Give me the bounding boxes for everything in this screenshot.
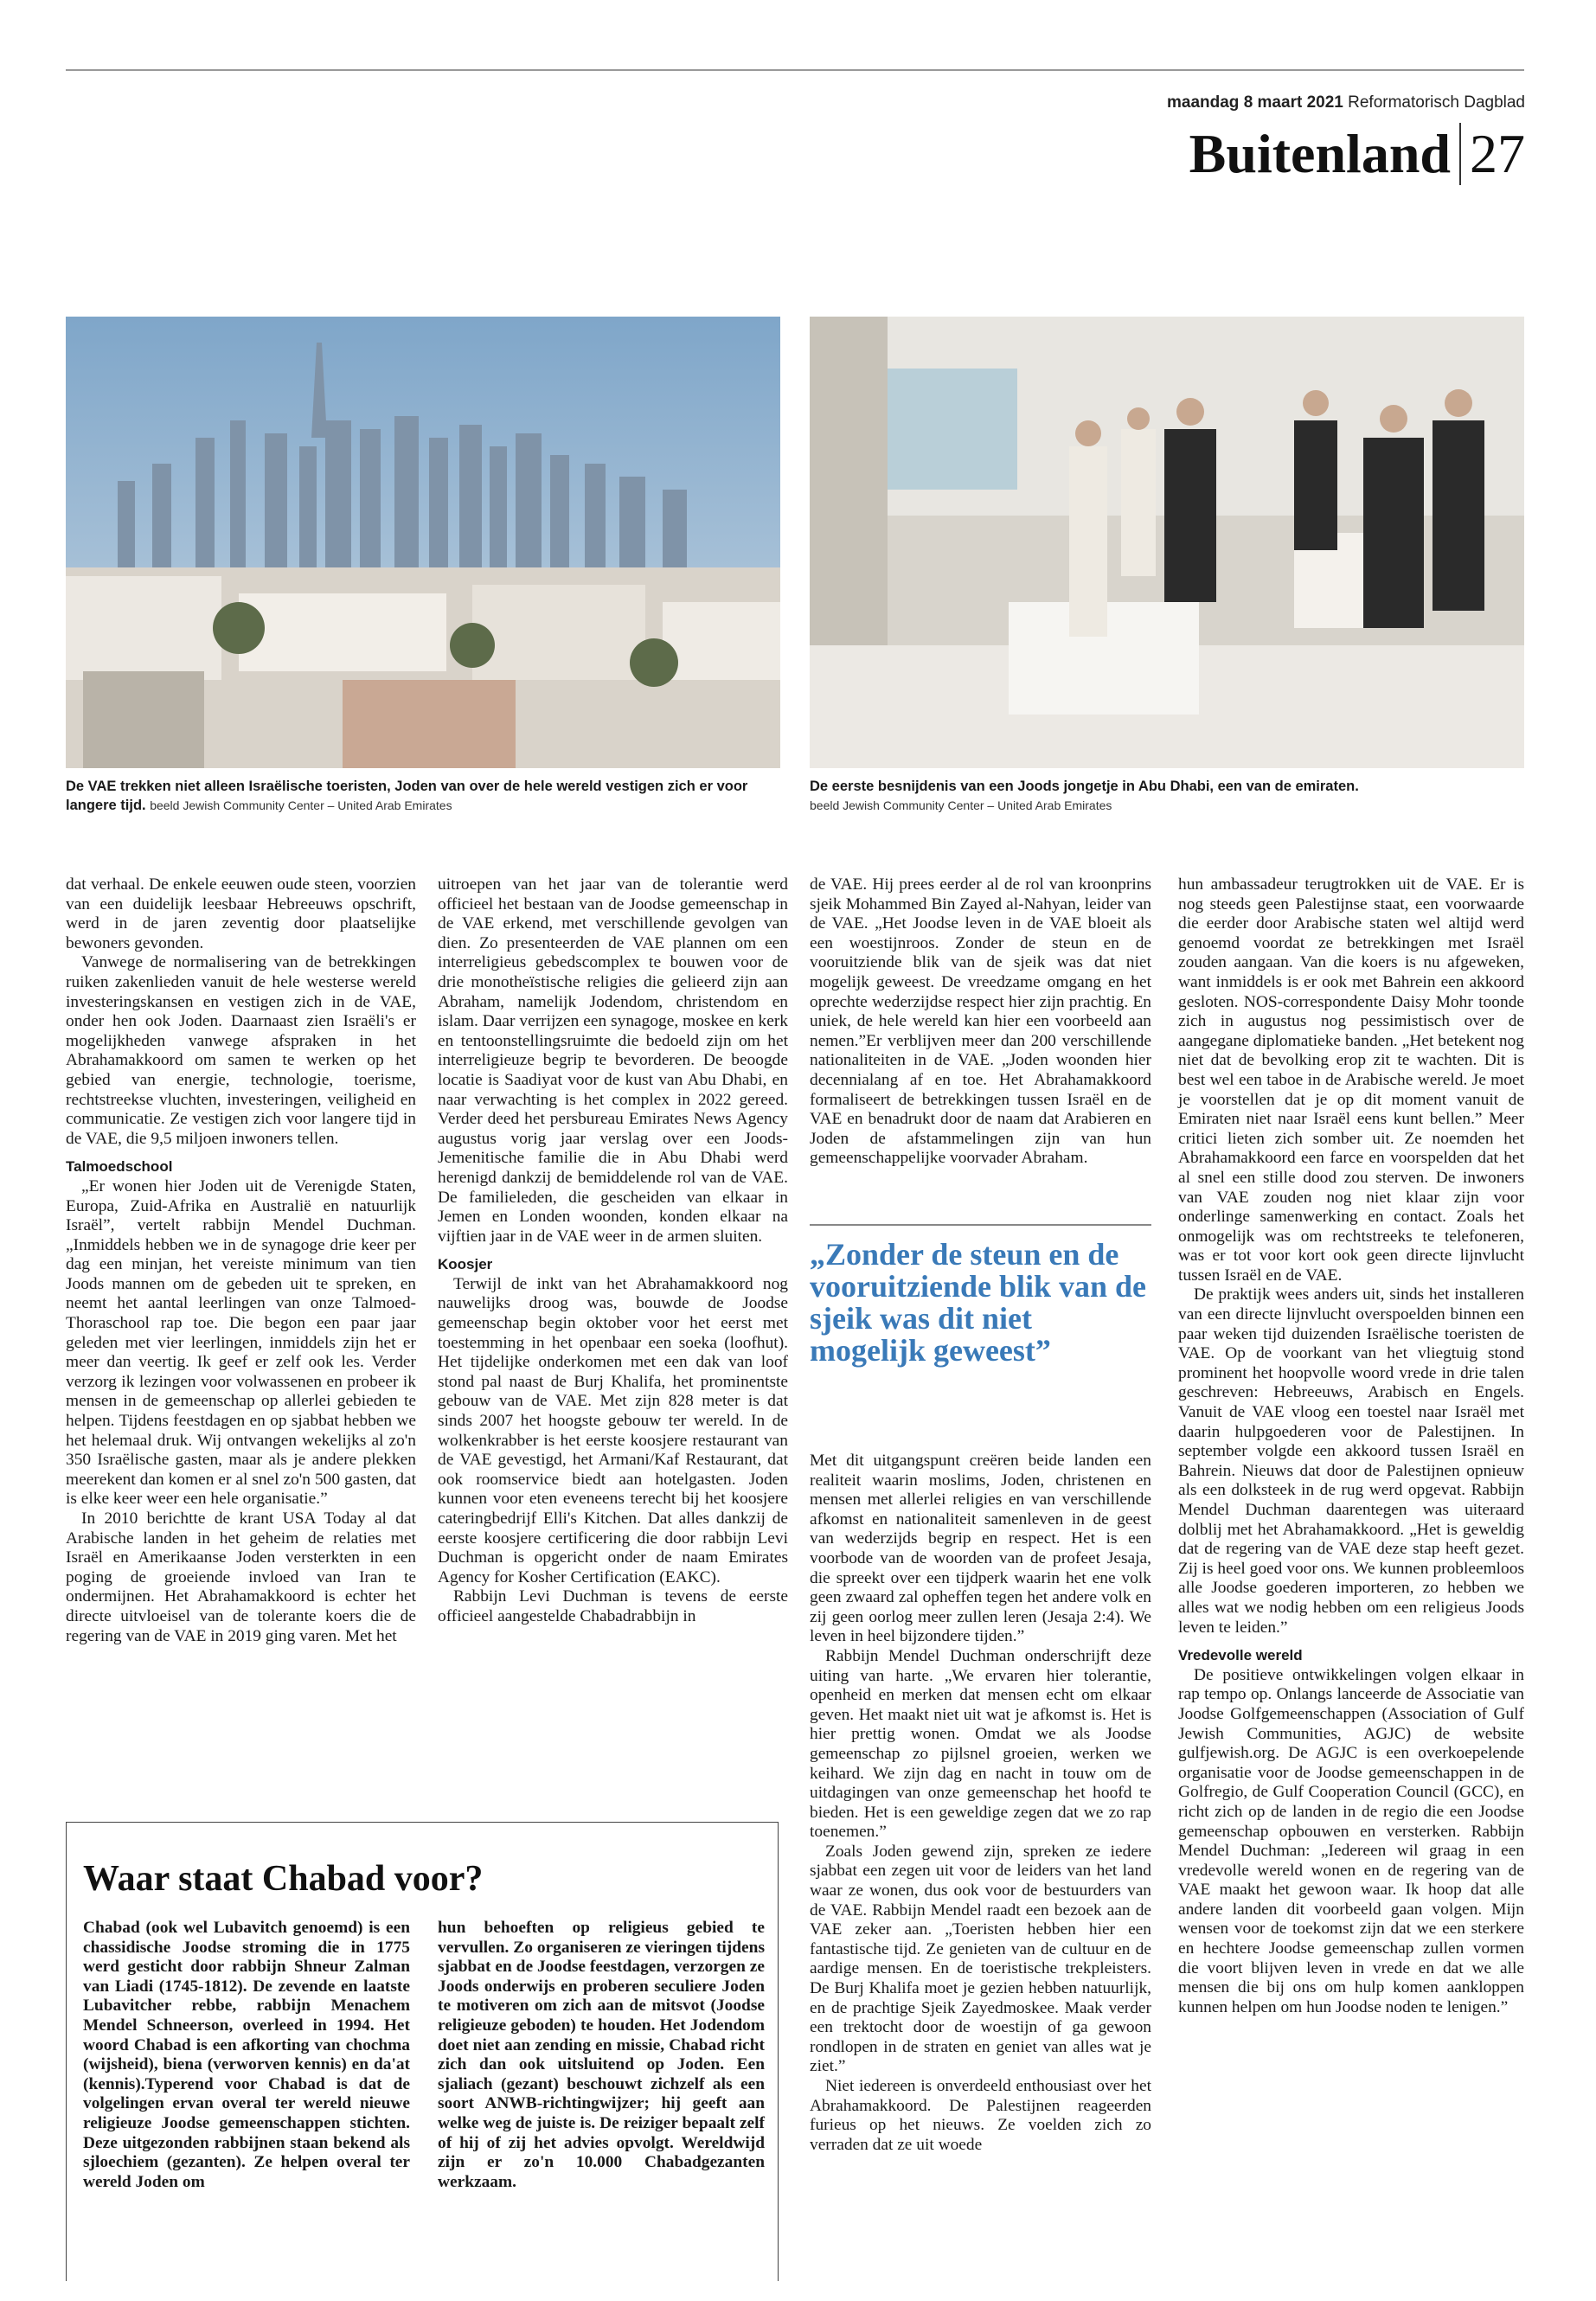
paragraph: De praktijk wees anders uit, sinds het installeren van een directe lijnvlucht overspoelden binnen een paar weken tijd duizenden Israëlische toeristen de VAE. Op de voorkant van het vliegtuig stond prominent het hoopvolle woord vrede in drie talen geschreven: Hebreeuws, Arabisch en Engels. Vanuit de VAE vloog een toestel naar Israël met daarin hulpgoederen voor de Palestijnen. In september volgde een akkoord tussen Israël en Bahrein. Nieuws dat door de Palestijnen opnieuw als een dolksteek in de rug werd opgevat. Rabbijn Mendel Duchman daarentegen was uiteraard dolblij met het Abrahamakkoord. „Het is geweldig dat de regering van de VAE deze stap heeft gezet. Zij is heel goed voor ons. We kunnen probleemloos alle Joodse goederen importeren, zo hebben we alles wat we nodig hebben om een religieus Joods leven te leiden.” <box>1178 1285 1524 1637</box>
paragraph: „Er wonen hier Joden uit de Verenigde Staten, Europa, Zuid-Afrika en Australië en natuurlijk Israël”, vertelt rabbijn Mendel Duchman. „Inmiddels hebben we in de synagoge drie keer per dag een minjan, het vereiste minimum van tien Joods mannen om de gebeden uit te spreken, en neemt het aantal leerlingen van onze Talmoed-Thoraschool rap toe. Die begon een paar jaar geleden met vier leerlingen, inmiddels zijn het er meer dan veertig. Ik geef er zelf ook les. Verder verzorg ik lezingen voor volwassenen en probeer ik mensen in de gemeenschap op allerlei gebieden te helpen. Tijdens feestdagen en op sjabbat hebben we het helemaal druk. Wij ontvangen wekelijks al zo'n 350 Israëlische gasten, maar als je andere plekken meerekent dan komen er al snel zo'n 500 gasten, dat is elke keer weer een hele organisatie.” <box>66 1176 416 1509</box>
dateline <box>1167 93 1525 112</box>
article-column-4 <box>1178 875 1524 2017</box>
subheading-talmoedschool: Talmoedschool <box>66 1158 173 1176</box>
box-paragraph: Chabad (ook wel Lubavitch genoemd) is een chassidische Joodse stroming die in 1775 werd gesticht door rabbijn Shneur Zalman van Liadi (1745-1812). De zevende en laatste Lubavitcher rebbe, rabbijn Menachem Mendel Schneerson, overleed in 1994. Het woord Chabad is een afkorting van chochma (wijsheid), biena (verworven kennis) en da'at (kennis).Typerend voor Chabad is dat de volgelingen ervan overal ter wereld nieuwe religieuze Joodse gemeenschappen stichten. Deze uitgezonden rabbijnen staan bekend als sjloechiem (gezanten). Ze helpen overal ter wereld Joden om <box>83 1919 410 2191</box>
article-column-1 <box>66 875 416 1646</box>
right-photo-credit: beeld Jewish Community Center – United Arab Emirates <box>810 798 1112 812</box>
article-column-3-top <box>810 875 1151 1169</box>
pull-quote: „Zonder de steun en de vooruitziende blik van de sjeik was dit niet mogelijk geweest” <box>810 1237 1147 1368</box>
paragraph: Rabbijn Mendel Duchman onderschrijft deze uiting van harte. „We ervaren hier tolerantie, openheid en merken dat mensen echt om elkaar geven. Het maakt niet uit wat je afkomst is. Het is hier prettig wonen. Omdat we als Joodse gemeenschap zo pijlsnel groeien, werken we keihard. We zijn dag en nacht in touw om de uitdagingen van onze gemeenschap het hoofd te bieden. Het is een geweldige zegen dat we zo rap toenemen.” <box>810 1646 1151 1842</box>
article-column-3-bottom <box>810 1452 1151 2155</box>
publication-name: Reformatorisch Dagblad <box>1348 93 1525 112</box>
section-name: Buitenland <box>1189 123 1451 184</box>
paragraph: uitroepen van het jaar van de tolerantie werd officieel het bestaan van de Joodse gemeenschap in de VAE erkend, met verschillende gevolgen van dien. Zo presenteerden de VAE plannen om een interreligieus gebedscomplex te bouwen voor de drie monotheïstische religies die gelieerd zijn aan Abraham, namelijk Jodendom, christendom en islam. Daar verrijzen een synagoge, moskee en kerk en tentoonstellingsruimte die bedoeld zijn om het interreligieuze begrip te bevorderen. De beoogde locatie is Saadiyat voor de kust van Abu Dhabi, en naar verwachting is het complex in 2022 gereed. Verder deed het persbureau Emirates News Agency augustus vorig jaar verslag over een Joods-Jemenitische familie die in Abu Dhabi werd herenigd dankzij de bemiddelende rol van de VAE. De familieleden, die gescheiden van elkaar in Jemen en Londen woonden, konden elkaar na vijftien jaar in de VAE weer in de armen sluiten. <box>438 875 788 1246</box>
paragraph: Zoals Joden gewend zijn, spreken ze iedere sjabbat een zegen uit voor de leiders van het land waar ze wonen, dus ook voor de bestuurders van de VAE. Rabbijn Mendel raadt een bezoek aan de VAE zeker aan. „Toeristen hebben hier een fantastische tijd. Ze genieten van de cultuur en de aardige mensen. En de toeristische trekpleisters. De Burj Khalifa moet je gezien hebben natuurlijk, en de prachtige Sjeik Zayedmoskee. Maak verder een trektocht door de woestijn of ga gewoon rondlopen in de straten en geniet van alles wat je ziet.” <box>810 1842 1151 2076</box>
paragraph: de VAE. Hij prees eerder al de rol van kroonprins sjeik Mohammed Bin Zayed al-Nahyan, leider van de VAE. „Het Joodse leven in de VAE bloeit als een woestijnroos. Zonder de steun en de vooruitziende blik van de sjeik was dat niet mogelijk geweest. De vreedzame omgang en het oprechte wederzijdse respect hier zijn prachtig. En uniek, de hele wereld kan hier een voorbeeld aan nemen.”Er verblijven meer dan 200 verschillende nationaliteiten in de VAE. „Joden woonden hier decennialang af en toe. Het Abrahamakkoord formaliseert de betrekkingen tussen Israël en de VAE en benadrukt door de naam dat Arabieren en Joden de afstammelingen zijn van hun gemeenschappelijke voorvader Abraham. <box>810 875 1151 1168</box>
paragraph: De positieve ontwikkelingen volgen elkaar in rap tempo op. Onlangs lanceerde de Associatie van Joodse Golfgemeenschappen (Association of Gulf Jewish Communities, AGJC) de website gulfjewish.org. De AGJC is een overkoepelende organisatie voor de Joodse gemeenschappen in de Golfregio, de Gulf Cooperation Council (GCC), en richt zich op de landen in de regio die een Joodse gemeenschap opbouwen en versterken. Rabbijn Mendel Duchman: „Iedereen wil graag in een vredevolle wereld wonen en de regering van de VAE maakt het gewoon waar. Ik hoop dat alle andere landen dit voorbeeld gaan volgen. Mijn wensen voor de toekomst zijn dat we een sterkere en hechtere Joodse gemeenschap zullen vormen die voort blijven leven in vrede en dat we alle mensen die bij ons om hulp komen aankloppen kunnen helpen om hun Joodse noden te lenigen.” <box>1178 1665 1524 2016</box>
issue-date: maandag 8 maart 2021 <box>1167 93 1343 112</box>
box-column-2 <box>438 1919 765 2192</box>
paragraph: Terwijl de inkt van het Abrahamakkoord nog nauwelijks droog was, bouwde de Joodse gemeenschap begin oktober voor het eerst met toestemming in het openbaar een soeka (loofhut). Het tijdelijke onderkomen met een dak van loof stond pal naast de Burj Khalifa, het prominentste gebouw van de VAE. Met zijn 828 meter is dat sinds 2007 het hoogste gebouw ter wereld. In de wolkenkrabber is het eerste koosjere restaurant van de VAE gevestigd, het Armani/Kaf Restaurant, dat ook roomservice biedt aan hotelgasten. Joden kunnen voor eten eveneens terecht bij het koosjere cateringbedrijf Elli's Kitchen. Dat alles dankzij de eerste koosjere certificering die door rabbijn Levi Duchman is opgericht onder de naam Emirates Agency for Kosher Certification (EAKC). <box>438 1274 788 1586</box>
section-heading <box>1189 123 1525 185</box>
paragraph: hun ambassadeur terugtrokken uit de VAE. Er is nog steeds geen Palestijnse staat, een voorwaarde die eerder door Arabische staten wel altijd werd genoemd voordat ze betrekkingen met Israël zouden aangaan. Van die koers is nu afgeweken, want inmiddels is er ook met Bahrein een akkoord gesloten. NOS-correspondente Daisy Mohr toonde zich in augustus nog pessimistisch over de aangegane diplomatieke banden. „Het betekent nog niet dat de bevolking erop zit te wachten. Dit is best wel een taboe in de Arabische wereld. Je moet je voorstellen dat je op dit moment vanuit de Emiraten niet naar Israël eens kunt bellen.” Meer critici lieten zich somber uit. Ze noemden het Abrahamakkoord een farce en voorspelden dat het al snel een stille dood zou sterven. De inwoners van VAE zouden nog niet klaar zijn voor onderlinge samenwerking en contact. Zoals het onmogelijk was om rechtstreeks te telefoneren, was er tot voor kort ook geen directe lijnvlucht tussen Israël en de VAE. <box>1178 875 1524 1285</box>
pullquote-rule <box>810 1224 1151 1226</box>
right-photo-caption <box>810 777 1524 815</box>
left-caption-text: De VAE trekken niet alleen Israëlische toeristen, Joden van over de hele wereld vestigen zich er voor langere tijd. <box>66 779 748 813</box>
skyline-photo <box>66 317 780 768</box>
subheading-koosjer: Koosjer <box>438 1256 493 1273</box>
right-caption-text: De eerste besnijdenis van een Joods jongetje in Abu Dhabi, een van de emiraten. <box>810 779 1359 794</box>
left-photo-caption <box>66 777 780 815</box>
page-number: 27 <box>1470 123 1525 184</box>
box-paragraph: hun behoeften op religieus gebied te vervullen. Zo organiseren ze vieringen tijdens sjabbat en de Joodse feestdagen, verzorgen ze Joods onderwijs en proberen seculiere Joden te motiveren om zich aan de mitsvot (Joodse religieuze geboden) te houden. Het Jodendom doet niet aan zending en missie, Chabad richt zich dan ook uitsluitend op Joden. Een sjaliach (gezant) beschouwt zichzelf als een soort ANWB-richtingwijzer; hij geeft aan welke weg de juiste is. De reiziger bepaalt zelf of hij of zij het advies opvolgt. Wereldwijd zijn er zo'n 10.000 Chabadgezanten werkzaam. <box>438 1919 765 2191</box>
header-rule <box>66 69 1524 71</box>
paragraph: Vanwege de normalisering van de betrekkingen ruiken zakenlieden vanuit de hele westerse wereld investeringskansen en vestigen zich in de VAE, onder hen ook Joden. Daarnaast zien Israëli's er mogelijkheden vanwege afspraken in het Abrahamakkoord om samen te werken op het gebied van energie, technologie, toerisme, rechtstreekse vluchten, investeringen, veiligheid en communicatie. Ze vestigen zich voor langere tijd in de VAE, die 9,5 miljoen inwoners tellen. <box>66 953 416 1148</box>
left-photo-credit: beeld Jewish Community Center – United Arab Emirates <box>150 798 452 812</box>
section-divider <box>1459 123 1461 185</box>
paragraph: Niet iedereen is onverdeeld enthousiast over het Abrahamakkoord. De Palestijnen reageerden furieus op het nieuws. Ze voelden zich zo verraden dat ze uit woede <box>810 2077 1151 2154</box>
paragraph: dat verhaal. De enkele eeuwen oude steen, voorzien van een duidelijk leesbaar Hebreeuws opschrift, werd in de jaren zeventig door plaatselijke bewoners gevonden. <box>66 875 416 952</box>
article-column-2 <box>438 875 788 1627</box>
ceremony-photo <box>810 317 1524 768</box>
paragraph: Met dit uitgangspunt creëren beide landen een realiteit waarin moslims, Joden, christenen en mensen met allerlei religies en van verschillende afkomst en nationaliteit samenleven in de geest van wederzijds begrip en respect. Het is een voorbode van de woorden van de profeet Jesaja, die spreekt over een tijdperk waarin het ene volk geen zwaard zal opheffen tegen het andere volk en zij geen oorlog meer zullen leren (Jesaja 2:4). We leven in heel bijzondere tijden.” <box>810 1452 1151 1646</box>
subheading-vredevolle-wereld: Vredevolle wereld <box>1178 1647 1303 1664</box>
box-title: Waar staat Chabad voor? <box>83 1859 484 1899</box>
paragraph: Rabbijn Levi Duchman is tevens de eerste officieel aangestelde Chabadrabbijn in <box>438 1587 788 1625</box>
paragraph: In 2010 berichtte de krant USA Today al dat Arabische landen in het geheim de relaties met Israël en Amerikaanse Joden versterkten in een poging de groeiende invloed van Iran te ondermijnen. Het Abrahamakkoord is echter het directe uitvloeisel van de tolerante koers die de regering van de VAE in 2019 ging varen. Met het <box>66 1509 416 1645</box>
box-column-1 <box>83 1919 410 2192</box>
